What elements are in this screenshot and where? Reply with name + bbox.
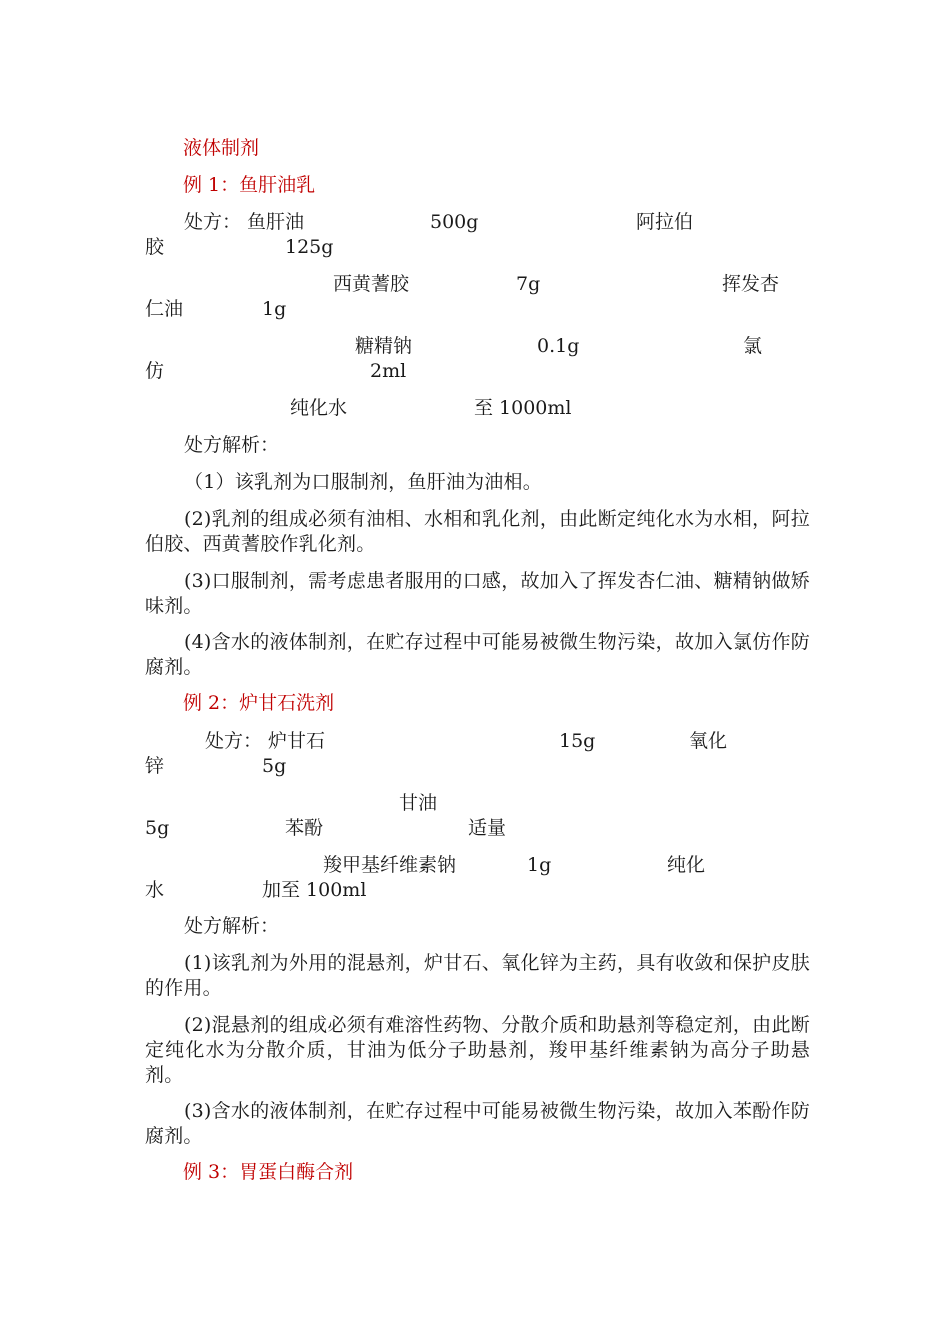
ingredient-amount: 125g bbox=[285, 236, 334, 258]
formula-label: 处方： bbox=[184, 211, 242, 233]
example1-analysis-1: （1）该乳剂为口服制剂，鱼肝油为油相。 bbox=[184, 471, 542, 493]
ingredient-name: 糖精钠 bbox=[355, 335, 413, 357]
ingredient-amount: 2ml bbox=[370, 360, 407, 382]
ingredient-amount: 1g bbox=[262, 298, 287, 320]
ingredient-name-part: 挥发杏 bbox=[722, 273, 780, 295]
ingredient-name-part: 仁油 bbox=[145, 298, 184, 320]
example2-analysis-3: (3)含水的液体制剂，在贮存过程中可能易被微生物污染，故加入苯酚作防腐剂。 bbox=[145, 1100, 810, 1147]
ingredient-name-part: 氯 bbox=[743, 335, 763, 357]
ingredient-name-part: 胶 bbox=[145, 236, 165, 258]
ingredient-name: 西黄蓍胶 bbox=[333, 273, 410, 295]
ingredient-name: 苯酚 bbox=[285, 817, 324, 839]
example2-analysis-1: (1)该乳剂为外用的混悬剂，炉甘石、氧化锌为主药，具有收敛和保护皮肤的作用。 bbox=[145, 952, 810, 999]
ingredient-name: 炉甘石 bbox=[268, 730, 326, 752]
example1-heading: 例 1：鱼肝油乳 bbox=[183, 174, 316, 196]
ingredient-amount: 至 1000ml bbox=[474, 397, 572, 419]
ingredient-amount: 500g bbox=[430, 211, 479, 233]
ingredient-name: 鱼肝油 bbox=[247, 211, 305, 233]
ingredient-amount: 5g bbox=[262, 755, 287, 777]
ingredient-name-part: 氧化 bbox=[689, 730, 728, 752]
ingredient-name: 甘油 bbox=[399, 792, 438, 814]
ingredient-amount: 加至 100ml bbox=[262, 879, 367, 901]
ingredient-amount: 5g bbox=[145, 817, 170, 839]
example3-heading: 例 3：胃蛋白酶合剂 bbox=[183, 1161, 354, 1183]
ingredient-name-part: 纯化 bbox=[667, 854, 706, 876]
example2-analysis-2: (2)混悬剂的组成必须有难溶性药物、分散介质和助悬剂等稳定剂，由此断定纯化水为分散介质，甘油为低分子助悬剂，羧甲基纤维素钠为高分子助悬剂。 bbox=[145, 1014, 810, 1086]
example1-analysis-3: (3)口服制剂，需考虑患者服用的口感，故加入了挥发杏仁油、糖精钠做矫味剂。 bbox=[145, 570, 810, 617]
ingredient-name: 纯化水 bbox=[290, 397, 348, 419]
ingredient-amount: 15g bbox=[559, 730, 596, 752]
ingredient-amount: 0.1g bbox=[537, 335, 580, 357]
formula-label: 处方： bbox=[205, 730, 263, 752]
ingredient-name-part: 仿 bbox=[145, 360, 165, 382]
document-title: 液体制剂 bbox=[183, 137, 260, 159]
example1-analysis-label: 处方解析： bbox=[184, 434, 280, 456]
example2-heading: 例 2：炉甘石洗剂 bbox=[183, 692, 335, 714]
ingredient-amount: 适量 bbox=[468, 817, 507, 839]
ingredient-name-part: 锌 bbox=[145, 755, 165, 777]
ingredient-name-part: 阿拉伯 bbox=[636, 211, 694, 233]
example1-analysis-2: (2)乳剂的组成必须有油相、水相和乳化剂，由此断定纯化水为水相，阿拉伯胶、西黄蓍胶作乳化剂。 bbox=[145, 508, 810, 555]
example2-analysis-label: 处方解析： bbox=[184, 915, 280, 937]
ingredient-amount: 1g bbox=[527, 854, 552, 876]
example1-analysis-4: (4)含水的液体制剂，在贮存过程中可能易被微生物污染，故加入氯仿作防腐剂。 bbox=[145, 631, 810, 678]
ingredient-name: 羧甲基纤维素钠 bbox=[323, 854, 457, 876]
ingredient-amount: 7g bbox=[516, 273, 541, 295]
ingredient-name-part: 水 bbox=[145, 879, 165, 901]
